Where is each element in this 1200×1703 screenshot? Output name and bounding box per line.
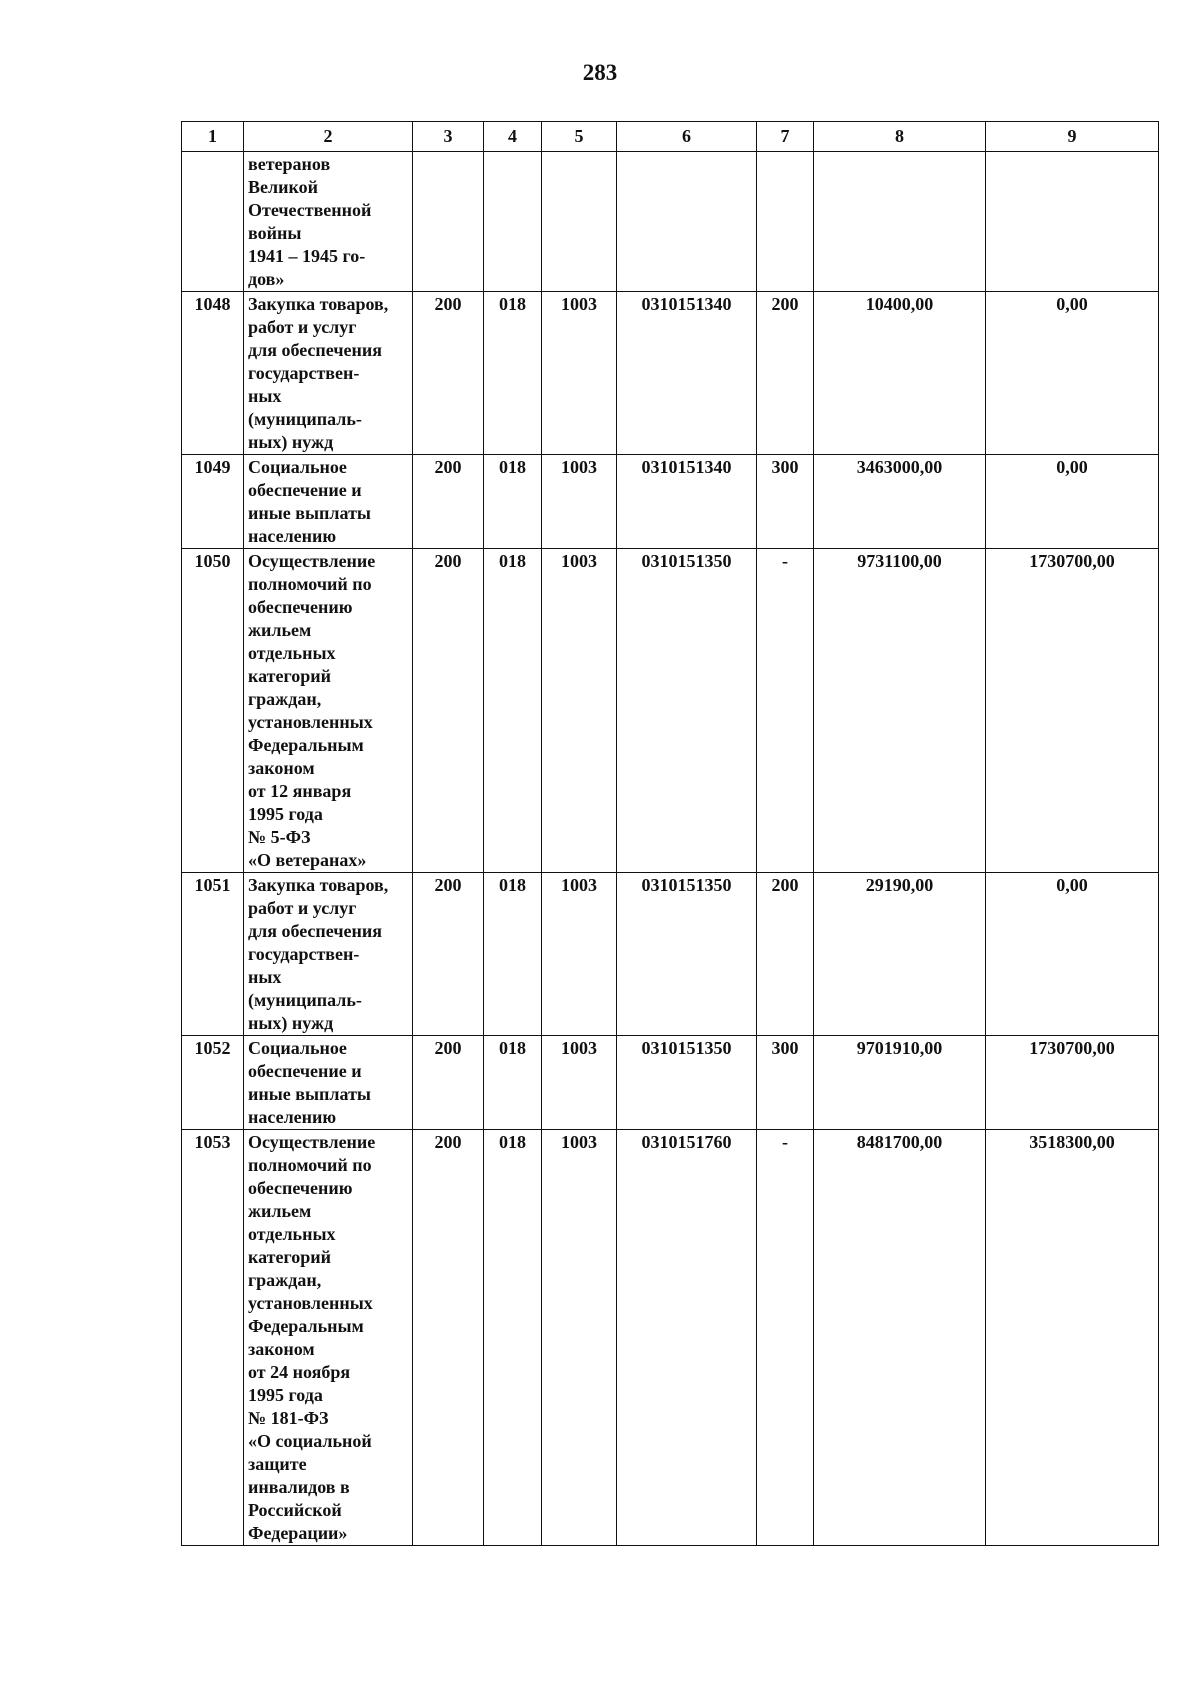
table-row	[182, 1036, 1159, 1130]
row-name: Осуществление полномочий по обеспечению жильем отдельных категорий граждан, установленных Федеральным законом от 12 января 1995 года № 5-ФЗ «О ветеранах»	[244, 549, 413, 873]
cell-col9: 1730700,00	[986, 549, 1159, 873]
cell-col8: 9731100,00	[814, 549, 986, 873]
cell-col7: 300	[757, 455, 814, 549]
cell-col9: 0,00	[986, 455, 1159, 549]
column-header: 9	[986, 122, 1159, 152]
column-header: 1	[182, 122, 244, 152]
cell-col8: 3463000,00	[814, 455, 986, 549]
cell-col6: 0310151350	[617, 1036, 757, 1130]
cell-col3: 200	[413, 292, 484, 455]
cell-col5	[542, 152, 617, 292]
cell-col6: 0310151350	[617, 549, 757, 873]
table-row	[182, 549, 1159, 873]
cell-col7: 300	[757, 1036, 814, 1130]
cell-col4	[484, 152, 542, 292]
cell-col4: 018	[484, 455, 542, 549]
row-number: 1049	[182, 455, 244, 549]
page-number: 283	[582, 60, 618, 85]
cell-col4: 018	[484, 1130, 542, 1546]
cell-col9	[986, 152, 1159, 292]
cell-col3: 200	[413, 1130, 484, 1546]
column-header: 8	[814, 122, 986, 152]
cell-col8: 8481700,00	[814, 1130, 986, 1546]
table-row	[182, 152, 1159, 292]
row-name: Закупка товаров, работ и услуг для обеспечения государствен- ных (муниципаль- ных) нужд	[244, 292, 413, 455]
cell-col4: 018	[484, 873, 542, 1036]
row-name: Социальное обеспечение и иные выплаты населению	[244, 1036, 413, 1130]
cell-col3: 200	[413, 455, 484, 549]
row-name: ветеранов Великой Отечественной войны 1941 – 1945 го- дов»	[244, 152, 413, 292]
cell-col6: 0310151340	[617, 455, 757, 549]
column-header: 7	[757, 122, 814, 152]
cell-col4: 018	[484, 292, 542, 455]
column-header: 6	[617, 122, 757, 152]
cell-col5: 1003	[542, 1036, 617, 1130]
cell-col3: 200	[413, 873, 484, 1036]
cell-col5: 1003	[542, 1130, 617, 1546]
cell-col8: 9701910,00	[814, 1036, 986, 1130]
cell-col6: 0310151340	[617, 292, 757, 455]
row-name: Закупка товаров, работ и услуг для обеспечения государствен- ных (муниципаль- ных) нужд	[244, 873, 413, 1036]
column-header: 3	[413, 122, 484, 152]
cell-col3	[413, 152, 484, 292]
cell-col4: 018	[484, 549, 542, 873]
cell-col9: 3518300,00	[986, 1130, 1159, 1546]
cell-col7: 200	[757, 292, 814, 455]
cell-col4: 018	[484, 1036, 542, 1130]
cell-col3: 200	[413, 1036, 484, 1130]
cell-col8	[814, 152, 986, 292]
column-header: 2	[244, 122, 413, 152]
cell-col6	[617, 152, 757, 292]
cell-col9: 1730700,00	[986, 1036, 1159, 1130]
row-number: 1052	[182, 1036, 244, 1130]
cell-col9: 0,00	[986, 873, 1159, 1036]
cell-col8: 10400,00	[814, 292, 986, 455]
budget-table	[181, 121, 1159, 1546]
cell-col3: 200	[413, 549, 484, 873]
table-row	[182, 1130, 1159, 1546]
cell-col7: -	[757, 1130, 814, 1546]
column-header: 5	[542, 122, 617, 152]
header-row	[182, 122, 1159, 152]
cell-col5: 1003	[542, 455, 617, 549]
cell-col9: 0,00	[986, 292, 1159, 455]
table-row	[182, 292, 1159, 455]
cell-col7: -	[757, 549, 814, 873]
cell-col7	[757, 152, 814, 292]
row-name: Осуществление полномочий по обеспечению жильем отдельных категорий граждан, установленных Федеральным законом от 24 ноября 1995 года № 181-ФЗ «О социальной защите инвалидов в Российской Федерации»	[244, 1130, 413, 1546]
column-header: 4	[484, 122, 542, 152]
row-number: 1050	[182, 549, 244, 873]
cell-col5: 1003	[542, 292, 617, 455]
row-number: 1053	[182, 1130, 244, 1546]
cell-col5: 1003	[542, 873, 617, 1036]
cell-col7: 200	[757, 873, 814, 1036]
table-row	[182, 455, 1159, 549]
row-number: 1051	[182, 873, 244, 1036]
cell-col8: 29190,00	[814, 873, 986, 1036]
row-number: 1048	[182, 292, 244, 455]
row-number	[182, 152, 244, 292]
cell-col6: 0310151760	[617, 1130, 757, 1546]
cell-col5: 1003	[542, 549, 617, 873]
row-name: Социальное обеспечение и иные выплаты населению	[244, 455, 413, 549]
table-row	[182, 873, 1159, 1036]
cell-col6: 0310151350	[617, 873, 757, 1036]
